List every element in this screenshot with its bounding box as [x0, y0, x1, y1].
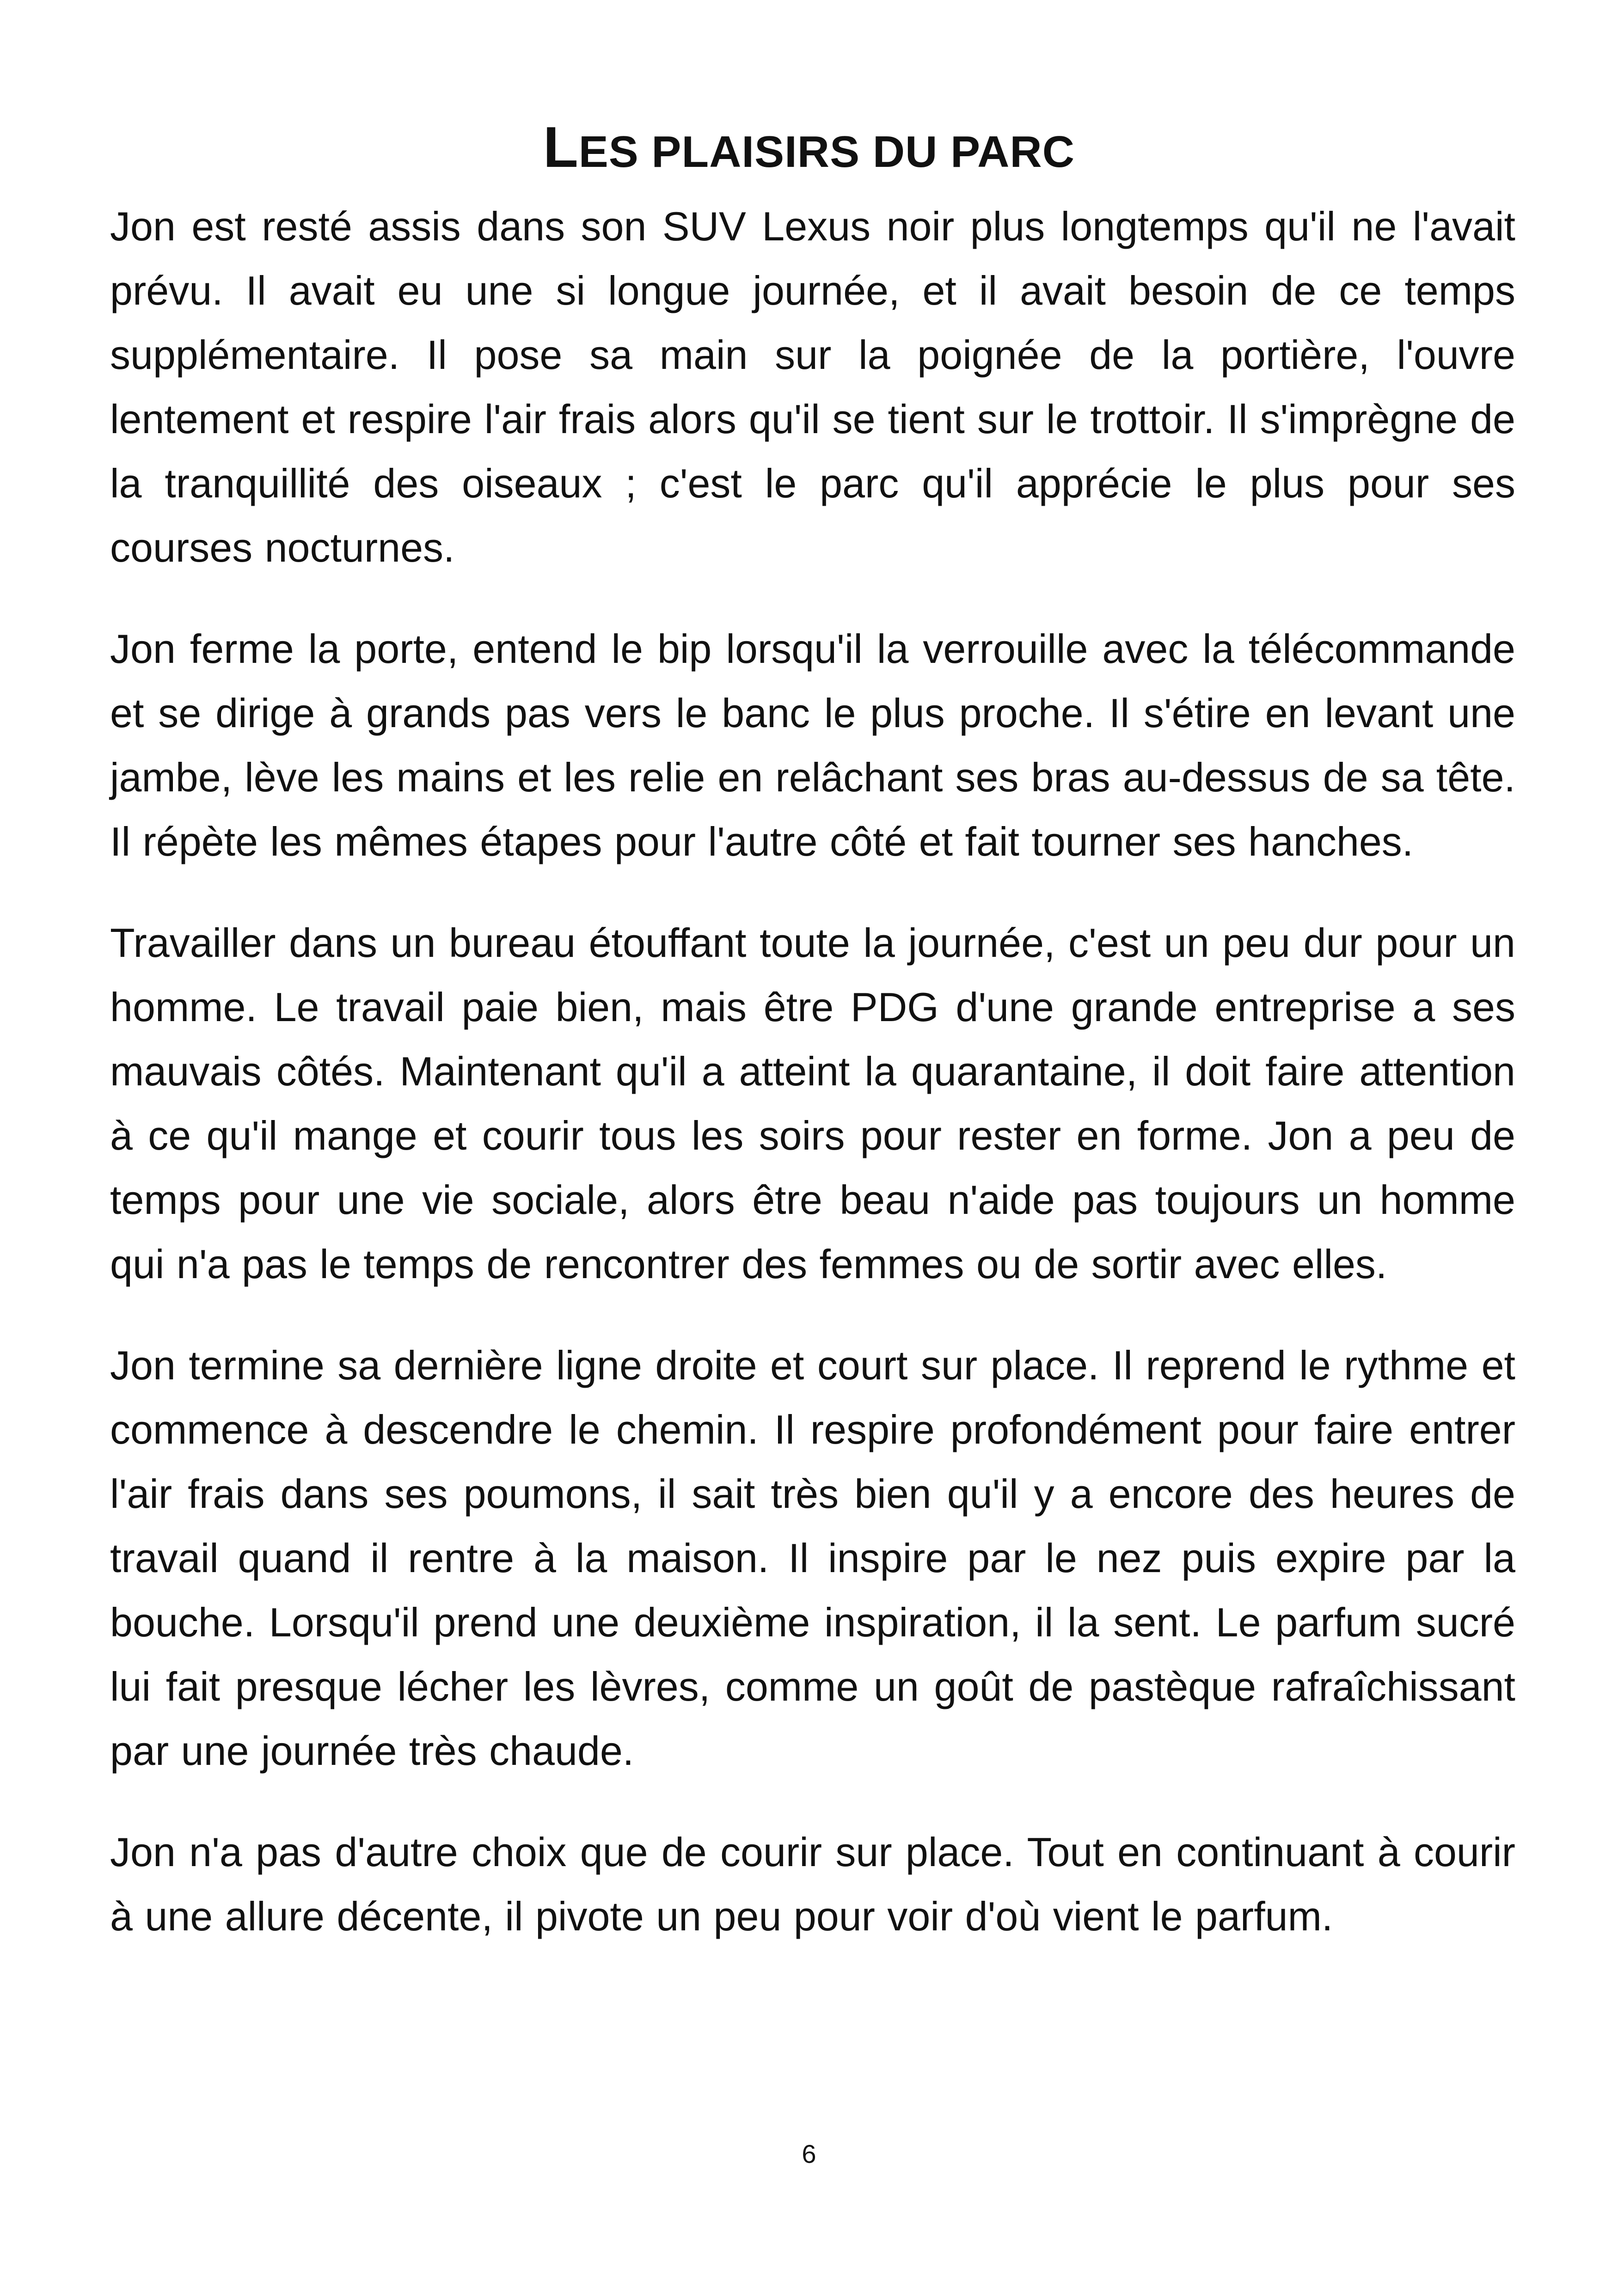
paragraph-1: Jon est resté assis dans son SUV Lexus noir plus longtemps qu'il ne l'avait prévu. Il avait eu une si longue journée, et il avait besoin de ce temps supplémentaire. Il pose sa main sur la poignée de la portière, l'ouvre lentement et respire l'air frais alors qu'il se tient sur le trottoir. Il s'imprègne de la tranquillité des oiseaux ; c'est le parc qu'il apprécie le plus pour ses courses nocturnes.: [110, 203, 1515, 570]
paragraph-5: Jon n'a pas d'autre choix que de courir sur place. Tout en continuant à courir à une allure décente, il pivote un peu pour voir d'où vient le parfum.: [110, 1829, 1515, 1939]
title-initial: L: [543, 116, 579, 180]
paragraph-2: Jon ferme la porte, entend le bip lorsqu'il la verrouille avec la télécommande et se dirige à grands pas vers le banc le plus proche. Il s'étire en levant une jambe, lève les mains et les relie en relâchant ses bras au-dessus de sa tête. Il répète les mêmes étapes pour l'autre côté et fait tourner ses hanches.: [110, 626, 1515, 864]
paragraph-3: Travailler dans un bureau étouffant toute la journée, c'est un peu dur pour un homme. Le travail paie bien, mais être PDG d'une grande entreprise a ses mauvais côtés. Maintenant qu'il a atteint la quarantaine, il doit faire attention à ce qu'il mange et courir tous les soirs pour rester en forme. Jon a peu de temps pour une vie sociale, alors être beau n'aide pas toujours un homme qui n'a pas le temps de rencontrer des femmes ou de sortir avec elles.: [110, 920, 1515, 1287]
page-title: [0, 117, 1618, 182]
page-number: 6: [802, 2139, 816, 2168]
paragraph-4: Jon termine sa dernière ligne droite et court sur place. Il reprend le rythme et commence à descendre le chemin. Il respire profondément pour faire entrer l'air frais dans ses poumons, il sait très bien qu'il y a encore des heures de travail quand il rentre à la maison. Il inspire par le nez puis expire par la bouche. Lorsqu'il prend une deuxième inspiration, il la sent. Le parfum sucré lui fait presque lécher les lèvres, comme un goût de pastèque rafraîchissant par une journée très chaude.: [110, 1342, 1515, 1774]
body-text: [110, 194, 1515, 1985]
title-rest: ES PLAISIRS DU PARC: [578, 127, 1075, 177]
